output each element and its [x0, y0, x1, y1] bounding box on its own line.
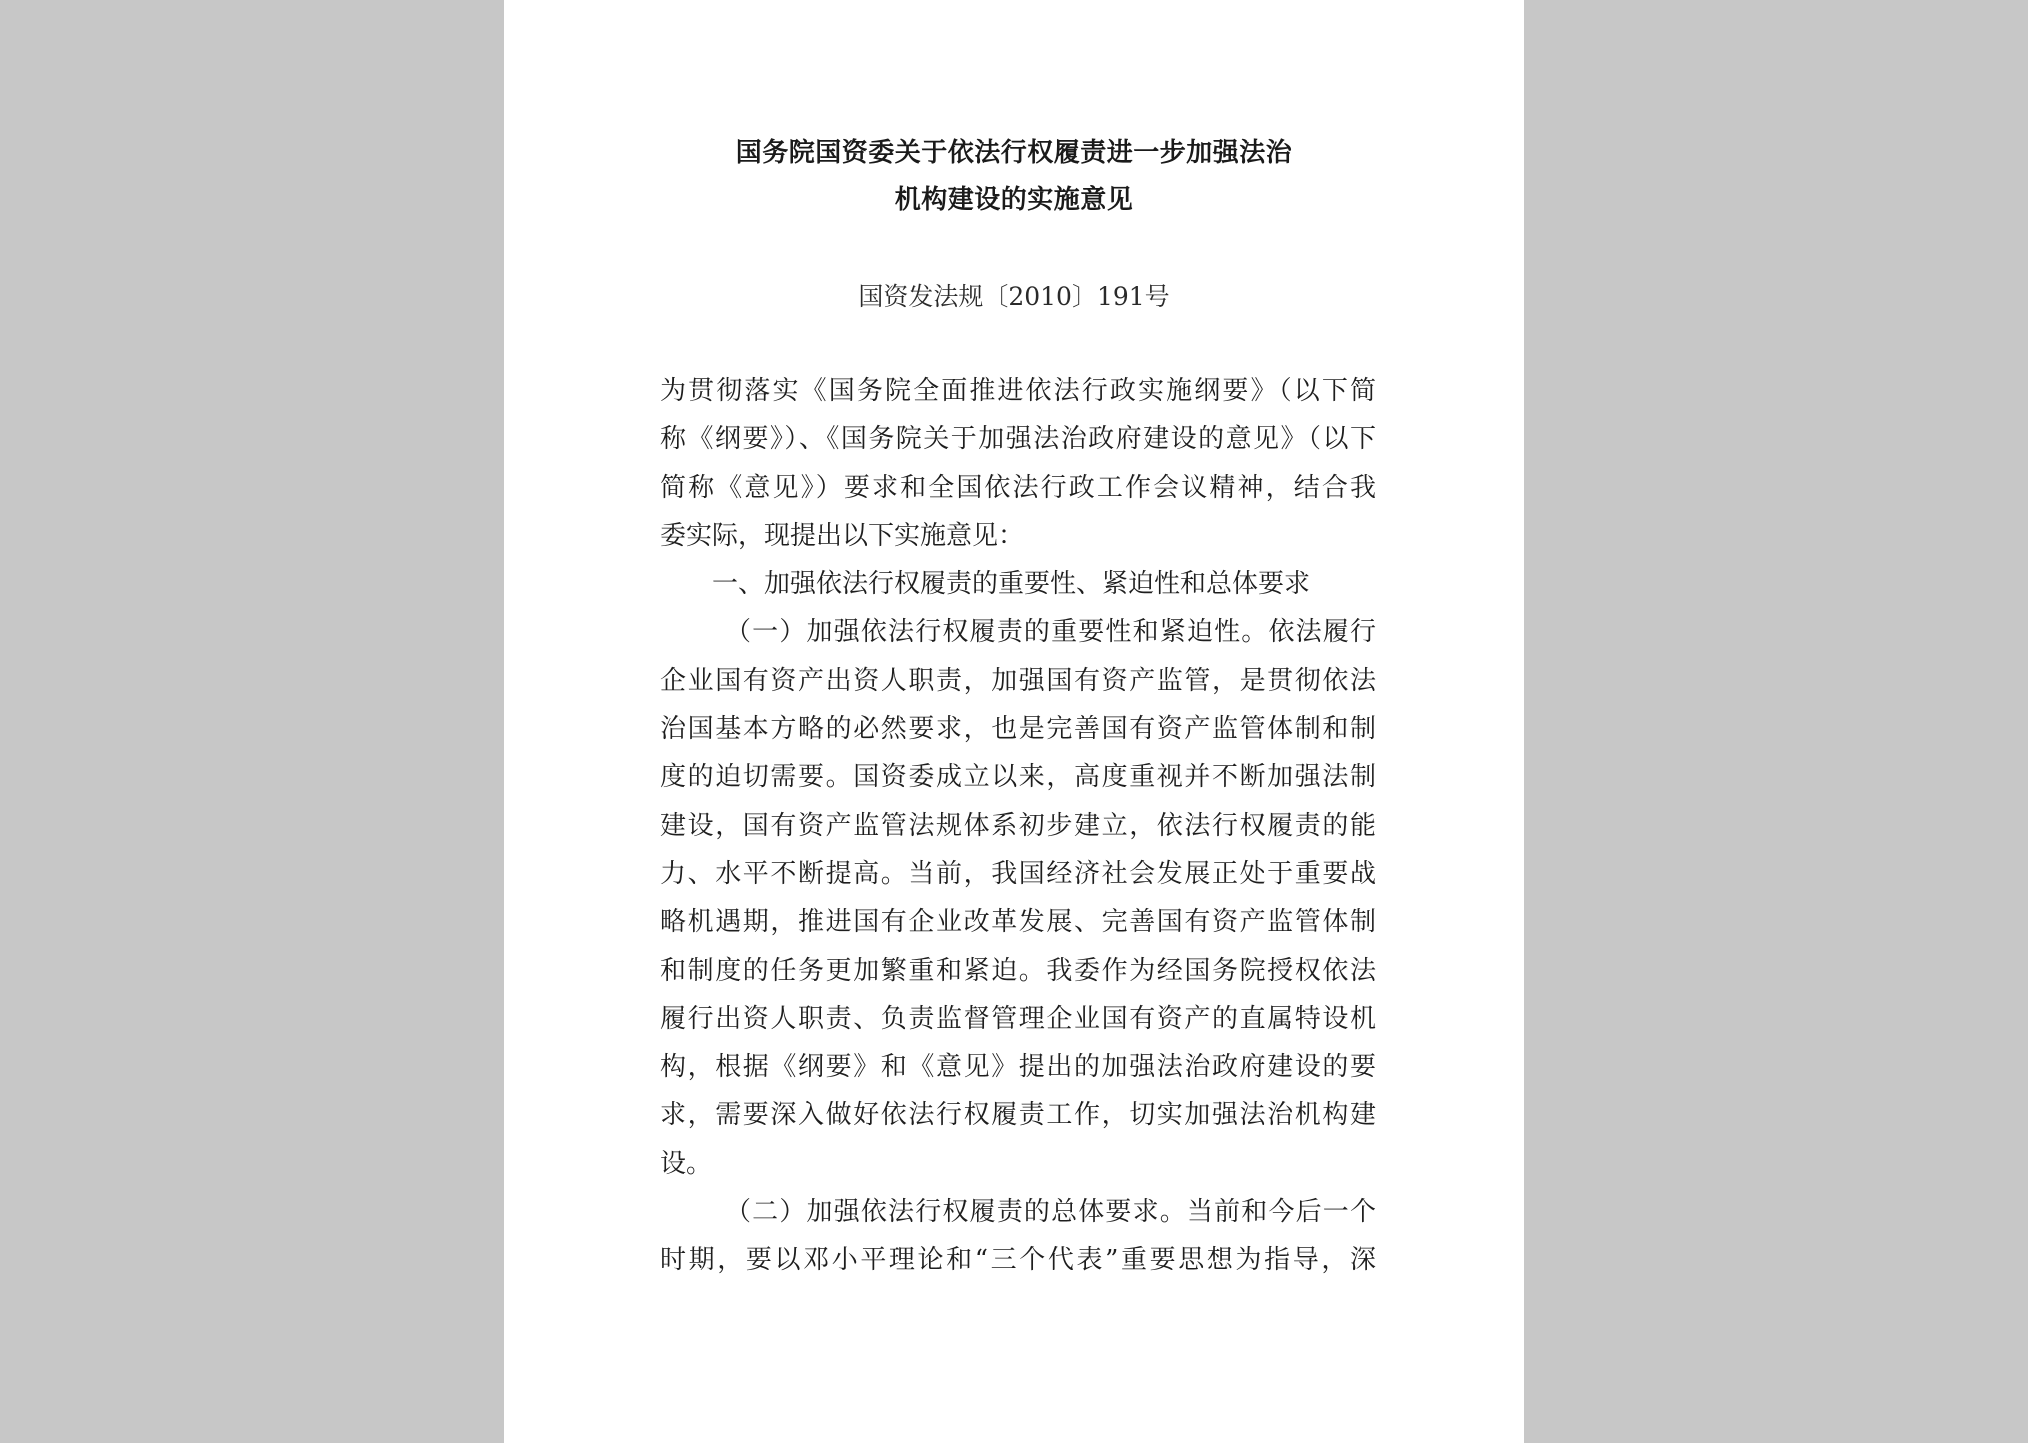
body-line: 称《纲要》）、《国务院关于加强法治政府建设的意见》（以下	[660, 424, 1376, 455]
body-line: 略机遇期，推进国有企业改革发展、完善国有资产监管体制	[660, 907, 1376, 938]
body-line: 企业国有资产出资人职责，加强国有资产监管，是贯彻依法	[660, 665, 1376, 696]
body-line: （二）加强依法行权履责的总体要求。当前和今后一个	[725, 1197, 1376, 1228]
document-page	[504, 0, 1524, 1443]
body-line: 建设，国有资产监管法规体系初步建立，依法行权履责的能	[660, 810, 1376, 841]
body-line: 简称《意见》）要求和全国依法行政工作会议精神，结合我	[660, 472, 1376, 503]
document-number: 国资发法规〔2010〕191号	[858, 282, 1170, 311]
body-line: 求，需要深入做好依法行权履责工作，切实加强法治机构建	[660, 1100, 1376, 1131]
body-line: 构，根据《纲要》和《意见》提出的加强法治政府建设的要	[660, 1052, 1376, 1083]
body-line: 和制度的任务更加繁重和紧迫。我委作为经国务院授权依法	[660, 955, 1376, 986]
body-line: 设。	[660, 1148, 713, 1179]
body-line: （一）加强依法行权履责的重要性和紧迫性。依法履行	[725, 617, 1376, 648]
body-line: 为贯彻落实《国务院全面推进依法行政实施纲要》（以下简	[660, 376, 1376, 406]
section-heading: 一、加强依法行权履责的重要性、紧迫性和总体要求	[712, 569, 1311, 600]
body-line: 时期，要以邓小平理论和“三个代表”重要思想为指导，深	[660, 1245, 1376, 1276]
body-line: 力、水平不断提高。当前，我国经济社会发展正处于重要战	[660, 858, 1376, 889]
body-line: 履行出资人职责、负责监督管理企业国有资产的直属特设机	[660, 1003, 1376, 1034]
body-line: 度的迫切需要。国资委成立以来，高度重视并不断加强法制	[660, 762, 1376, 793]
body-line: 委实际，现提出以下实施意见：	[660, 520, 1025, 551]
body-line: 治国基本方略的必然要求，也是完善国有资产监管体制和制	[660, 714, 1376, 745]
document-title-line-2: 机构建设的实施意见	[894, 185, 1134, 215]
document-title-line-1: 国务院国资委关于依法行权履责进一步加强法治	[735, 138, 1293, 168]
document-body	[660, 367, 1376, 1285]
